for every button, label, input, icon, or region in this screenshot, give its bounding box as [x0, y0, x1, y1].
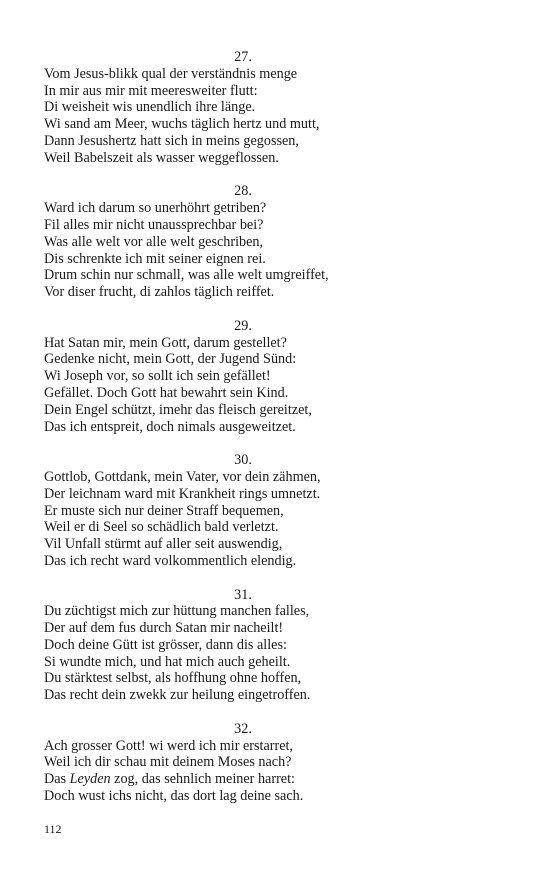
verse-line-post: zog, das sehnlich meiner harret: — [110, 771, 295, 788]
verse-line: Dis schrenkte ich mit seiner eignen rei. — [44, 250, 266, 267]
verse-line: Si wundte mich, und hat mich auch geheilt. — [44, 653, 291, 670]
verse-line: Di weisheit wis unendlich ihre länge. — [44, 99, 256, 116]
verse-line: Doch wust ichs nicht, das dort lag deine sach. — [44, 788, 304, 805]
verse-line: Das ich entspreit, doch nimals ausgeweitzet. — [44, 418, 296, 435]
verse-line: Er muste sich nur deiner Straff bequemen, — [44, 502, 284, 519]
verse-line: Weil ich dir schau mit deinem Moses nach? — [44, 754, 292, 771]
verse-line: In mir aus mir mit meeresweiter flutt: — [44, 82, 258, 99]
verse-line: Ach grosser Gott! wi werd ich mir erstarret, — [44, 737, 293, 754]
verse-line: Hat Satan mir, mein Gott, darum gestellet? — [44, 334, 287, 351]
stanza-27 — [44, 49, 464, 167]
verse-line: Fil alles mir nicht unaussprechbar bei? — [44, 216, 264, 233]
stanza-29 — [44, 318, 464, 436]
verse-line: Wi sand am Meer, wuchs täglich hertz und mutt, — [44, 116, 320, 133]
verse-line: Du stärktest selbst, als hoffhung ohne hoffen, — [44, 670, 302, 687]
verse-line-pre: Das — [44, 771, 70, 788]
verse-line: Gefället. Doch Gott hat bewahrt sein Kind. — [44, 384, 289, 401]
verse-line: Wi Joseph vor, so sollt ich sein gefället! — [44, 368, 271, 385]
verse-line: Weil Babelszeit als wasser weggeflossen. — [44, 149, 279, 166]
verse-line: Gedenke nicht, mein Gott, der Jugend Sünd: — [44, 351, 297, 368]
verse-line: Dann Jesushertz hatt sich in meins gegossen, — [44, 132, 299, 149]
stanza-number: 30. — [234, 452, 252, 469]
poem-page — [44, 49, 464, 822]
verse-line: Das recht dein zwekk zur heilung eingetroffen. — [44, 687, 311, 704]
stanza-number: 29. — [234, 317, 252, 334]
stanza-number: 28. — [234, 183, 252, 200]
verse-line — [44, 771, 464, 788]
verse-line: Dein Engel schützt, imehr das fleisch gereitzet, — [44, 401, 312, 418]
verse-line: Das ich recht ward volkommentlich elendig. — [44, 552, 297, 569]
verse-emphasis: Leyden — [69, 771, 111, 788]
verse-line: Was alle welt vor alle welt geschriben, — [44, 233, 264, 250]
verse-line: Der auf dem fus durch Satan mir nacheilt! — [44, 620, 284, 637]
verse-line: Vom Jesus-blikk qual der verständnis menge — [44, 65, 298, 82]
verse-line: Ward ich darum so unerhöhrt getriben? — [44, 200, 267, 217]
verse-line: Weil er di Seel so schädlich bald verletzt. — [44, 519, 279, 536]
verse-line: Du züchtigst mich zur hüttung manchen falles, — [44, 603, 310, 620]
stanza-30 — [44, 452, 464, 570]
verse-line: Vor diser frucht, di zahlos täglich reiffet. — [44, 284, 275, 301]
stanza-number: 32. — [234, 720, 252, 737]
verse-line: Drum schin nur schmall, was alle welt umgreiffet, — [44, 267, 329, 284]
verse-line: Vil Unfall stürmt auf aller seit auswendig, — [44, 536, 283, 553]
verse-line: Doch deine Gütt ist grösser, dann dis alles: — [44, 636, 287, 653]
stanza-number: 27. — [234, 49, 252, 65]
stanza-31 — [44, 587, 464, 705]
stanza-28 — [44, 183, 464, 301]
page-number: 112 — [44, 822, 62, 836]
verse-line: Der leichnam ward mit Krankheit rings umnetzt. — [44, 485, 321, 502]
stanza-32 — [44, 721, 464, 805]
verse-line: Gottlob, Gottdank, mein Vater, vor dein zähmen, — [44, 468, 321, 485]
stanza-number: 31. — [234, 586, 252, 603]
